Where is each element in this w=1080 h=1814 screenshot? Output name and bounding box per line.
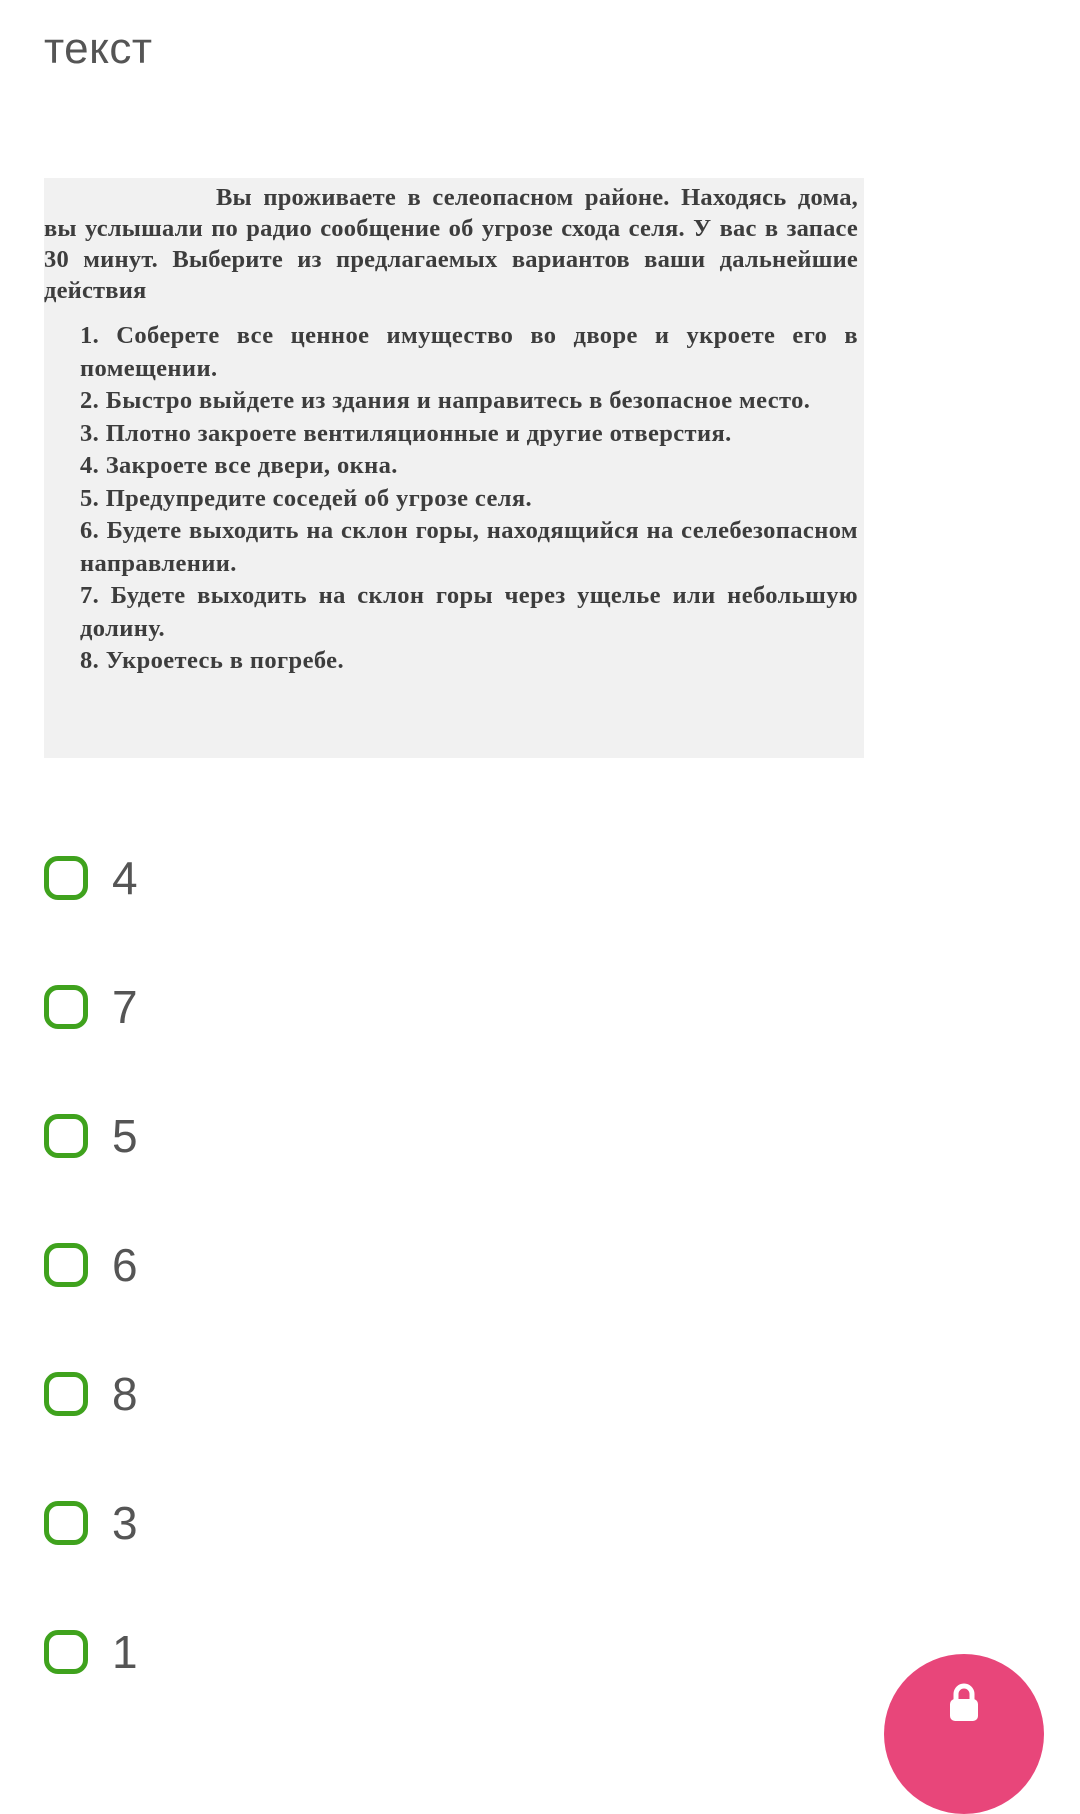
task-item: 1. Соберете все ценное имущество во дворе и укроете его в помещении.: [80, 322, 858, 382]
answer-option[interactable]: [44, 1626, 138, 1678]
answer-option[interactable]: [44, 1368, 138, 1420]
floating-action-button[interactable]: [884, 1654, 1044, 1814]
task-intro: Вы проживаете в селеопасном районе. Находясь дома, вы услышали по радио сообщение об угрозе схода селя. У вас в запасе 30 минут. Выберите из предлагаемых вариантов ваши дальнейшие действия: [44, 184, 858, 304]
answer-option[interactable]: [44, 1239, 138, 1291]
option-label: 8: [112, 1368, 138, 1420]
checkbox[interactable]: [44, 1114, 88, 1158]
task-item: 4. Закроете все двери, окна.: [80, 452, 398, 479]
checkbox[interactable]: [44, 1501, 88, 1545]
task-item: 5. Предупредите соседей об угрозе селя.: [80, 484, 533, 512]
option-label: 3: [112, 1497, 138, 1549]
checkbox[interactable]: [44, 856, 88, 900]
checkbox[interactable]: [44, 1243, 88, 1287]
checkbox[interactable]: [44, 1372, 88, 1416]
task-image: [44, 178, 864, 758]
task-list: [80, 320, 858, 678]
option-label: 1: [112, 1626, 138, 1678]
answer-option[interactable]: [44, 852, 138, 904]
option-label: 7: [112, 981, 138, 1033]
lock-icon: [944, 1682, 984, 1722]
option-label: 4: [112, 852, 138, 904]
page-title: текст: [44, 24, 153, 73]
task-item: 3. Плотно закроете вентиляционные и другие отверстия.: [80, 419, 732, 447]
task-item: 7. Будете выходить на склон горы через ущелье или небольшую долину.: [80, 582, 858, 642]
checkbox[interactable]: [44, 1630, 88, 1674]
task-item: 6. Будете выходить на склон горы, находящийся на селебезопасном направлении.: [80, 517, 858, 577]
answer-option[interactable]: [44, 981, 138, 1033]
task-item: 2. Быстро выйдете из здания и направитесь в безопасное место.: [80, 387, 811, 414]
option-label: 5: [112, 1110, 138, 1162]
answer-option[interactable]: [44, 1110, 138, 1162]
answer-option[interactable]: [44, 1497, 138, 1549]
task-item: 8. Укроетесь в погребе.: [80, 647, 344, 674]
checkbox[interactable]: [44, 985, 88, 1029]
answer-options: [44, 852, 138, 1755]
option-label: 6: [112, 1239, 138, 1291]
